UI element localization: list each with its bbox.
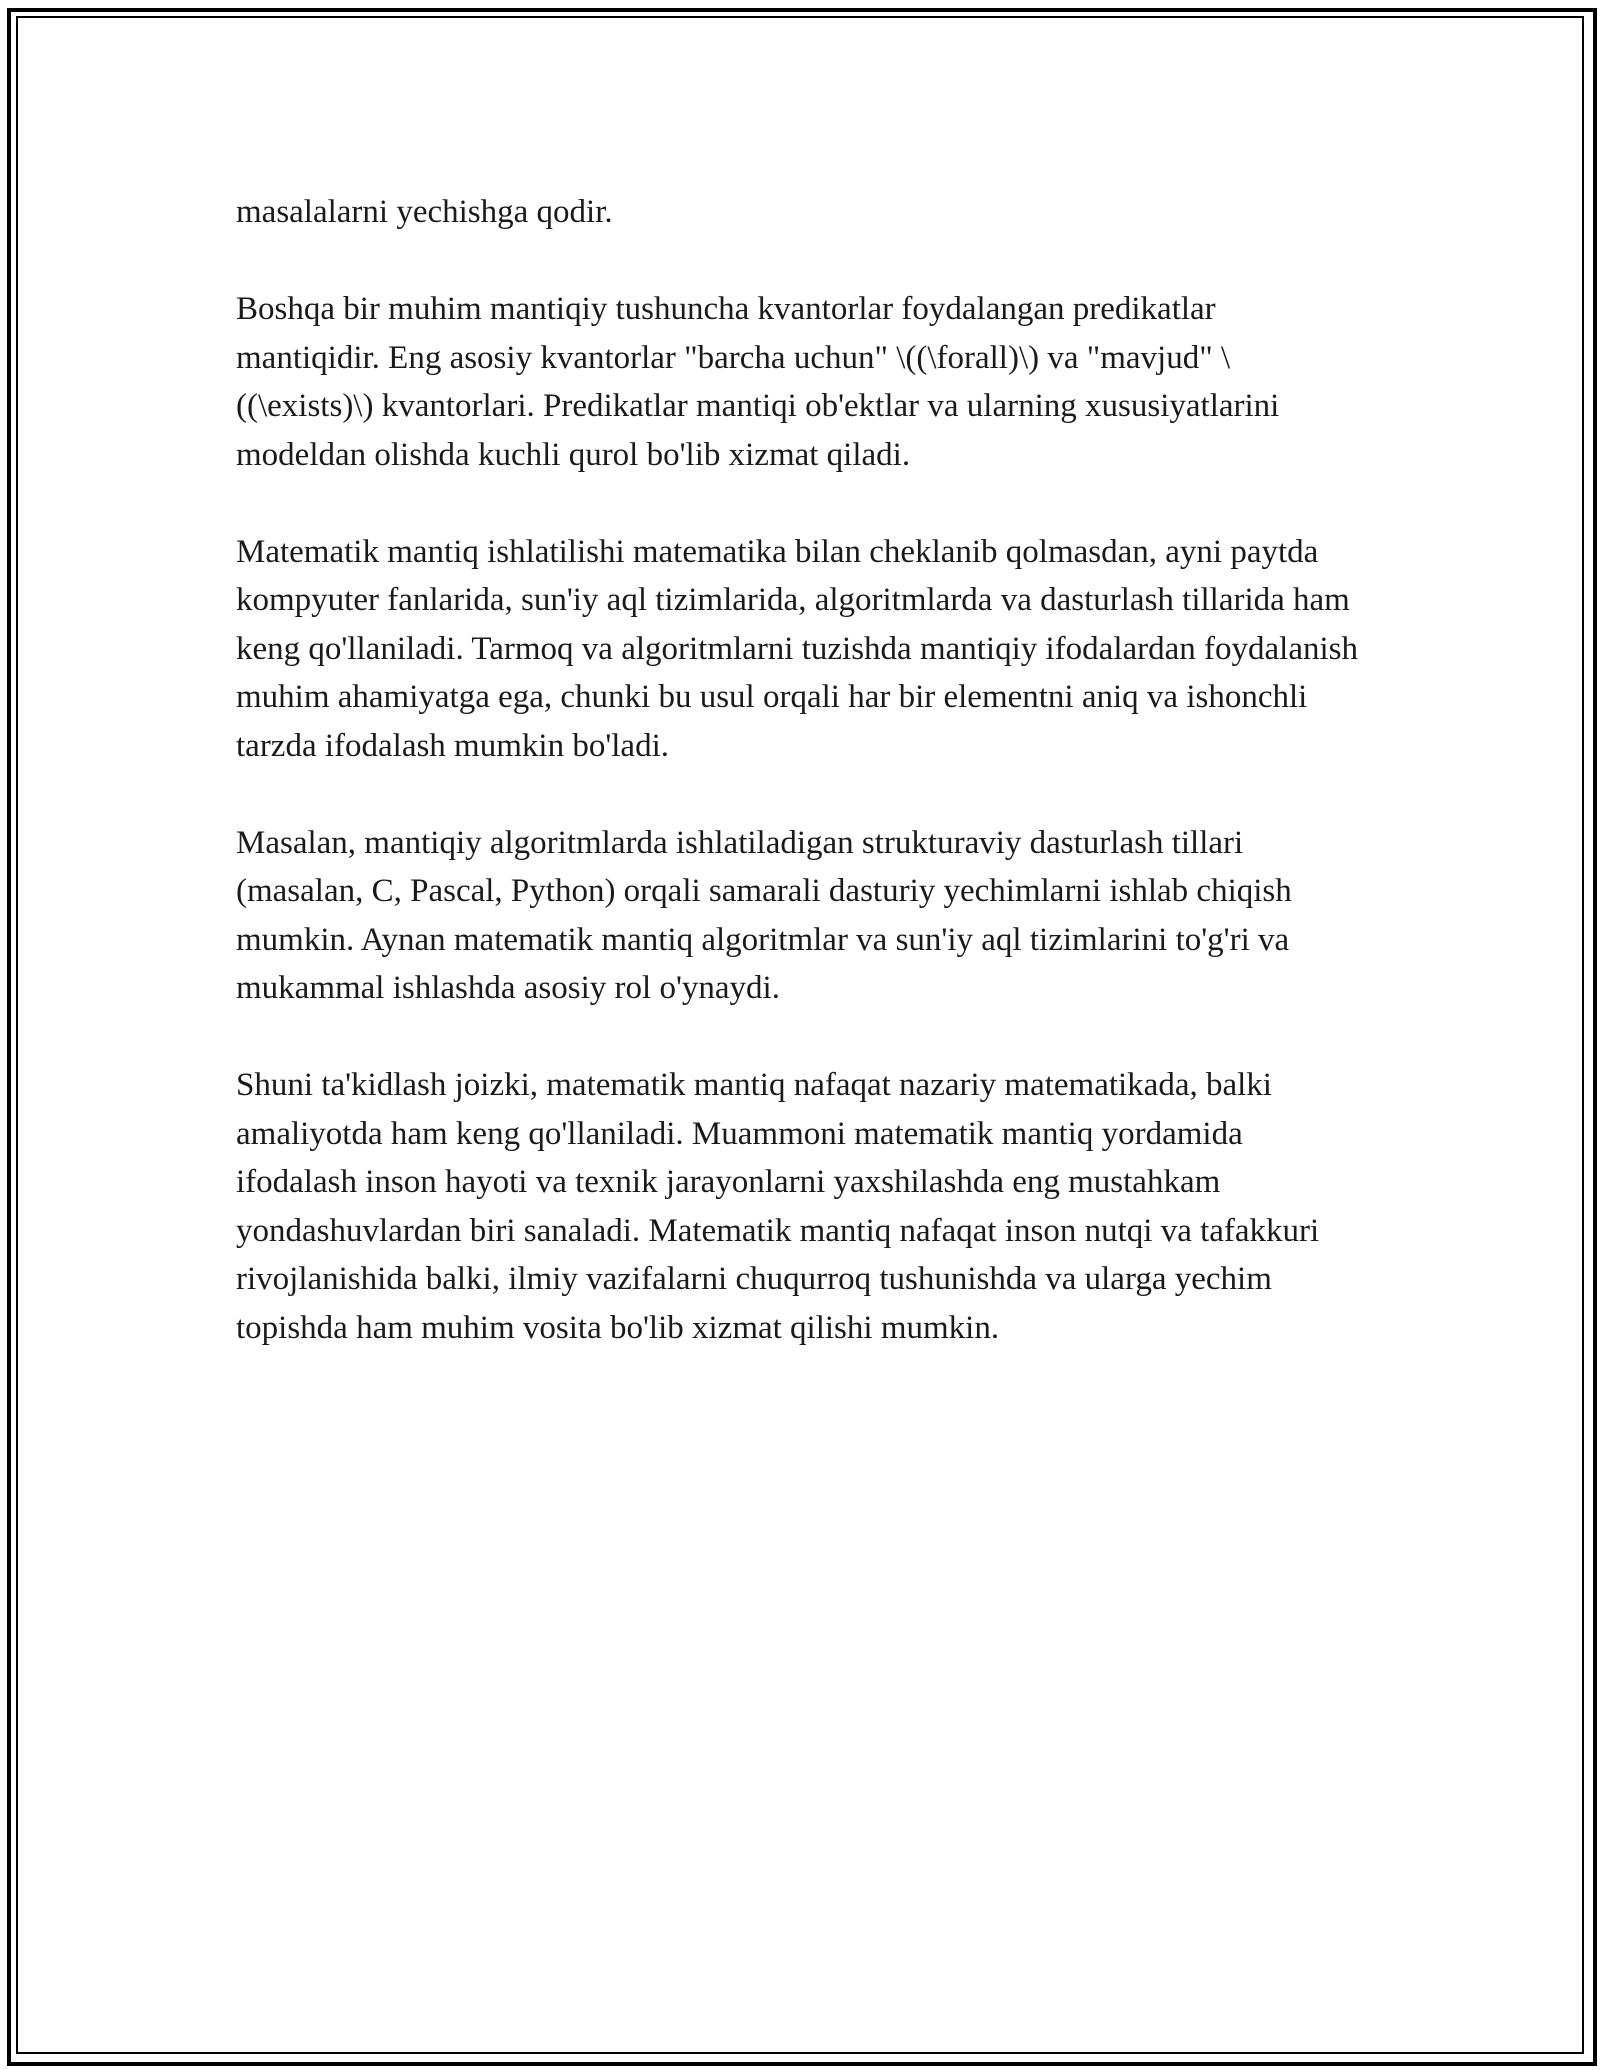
document-body xyxy=(236,188,1366,1401)
paragraph-2: Boshqa bir muhim mantiqiy tushuncha kvantorlar foydalangan predikatlar mantiqidir. Eng asosiy kvantorlar "barcha uchun" \((\forall)\) va "mavjud" \((\exists)\) kvantorlari. Predikatlar mantiqi ob'ektlar va ularning xususiyatlarini modeldan olishda kuchli qurol bo'lib xizmat qiladi. xyxy=(236,291,1280,473)
paragraph-3: Matematik mantiq ishlatilishi matematika bilan cheklanib qolmasdan, ayni paytda kompyuter fanlarida, sun'iy aql tizimlarida, algoritmlarda va dasturlash tillarida ham keng qo'llaniladi. Tarmoq va algoritmlarni tuzishda mantiqiy ifodalardan foydalanish muhim ahamiyatga ega, chunki bu usul orqali har bir elementni aniq va ishonchli tarzda ifodalash mumkin bo'ladi. xyxy=(236,533,1358,764)
paragraph-1: masalalarni yechishga qodir. xyxy=(236,194,613,230)
paragraph-4: Masalan, mantiqiy algoritmlarda ishlatiladigan strukturaviy dasturlash tillari (masalan, C, Pascal, Python) orqali samarali dasturiy yechimlarni ishlab chiqish mumkin. Aynan matematik mantiq algoritmlar va sun'iy aql tizimlarini to'g'ri va mukammal ishlashda asosiy rol o'ynaydi. xyxy=(236,824,1292,1006)
paragraph-5: Shuni ta'kidlash joizki, matematik mantiq nafaqat nazariy matematikada, balki amaliyotda ham keng qo'llaniladi. Muammoni matematik mantiq yordamida ifodalash inson hayoti va texnik jarayonlarni yaxshilashda eng mustahkam yondashuvlardan biri sanaladi. Matematik mantiq nafaqat inson nutqi va tafakkuri rivojlanishida balki, ilmiy vazifalarni chuqurroq tushunishda va ularga yechim topishda ham muhim vosita bo'lib xizmat qilishi mumkin. xyxy=(236,1067,1320,1346)
